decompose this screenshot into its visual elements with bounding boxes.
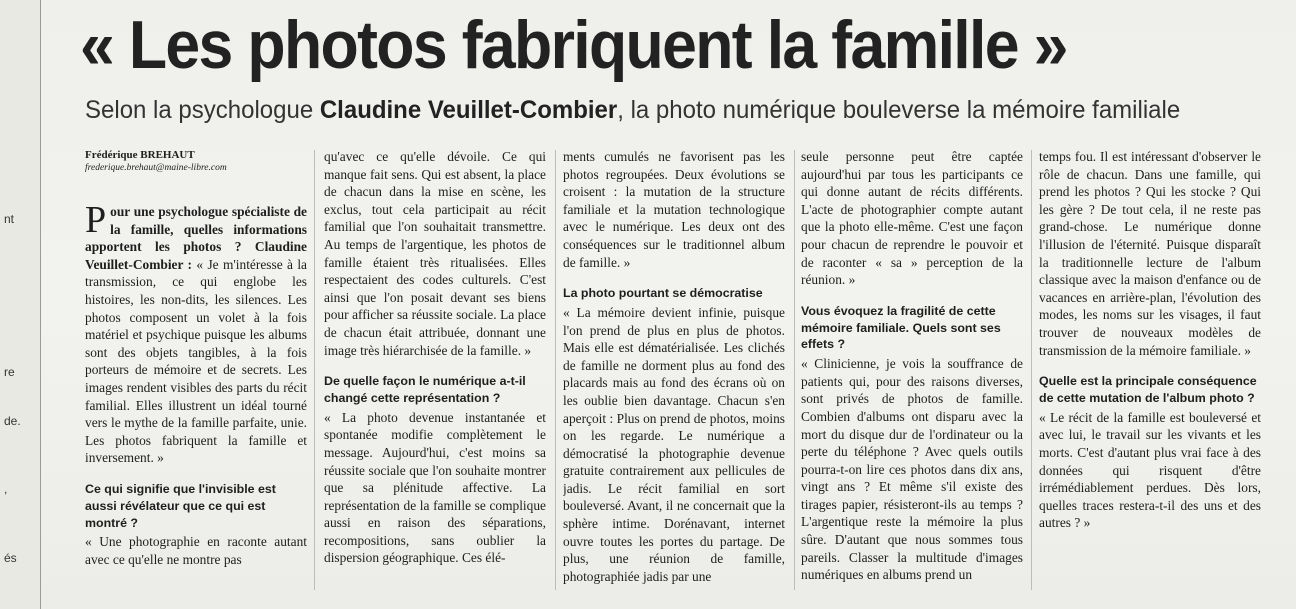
article-column-5 [1039, 148, 1261, 600]
article-column-2 [324, 148, 546, 600]
column-divider [314, 150, 315, 590]
interviewee-name: Claudine Veuillet-Combier : [85, 239, 307, 272]
edge-fragment: , [4, 482, 8, 496]
answer-text: seule personne peut être captée aujourd'hui par tous les participants ce qui donne autant de récits différents. L'acte de photographier compte autant que la photo elle-même. C'est une façon pour chacun de reprendre le pouvoir et de raconter « sa » perception de la réunion. » [801, 149, 1023, 288]
intro-question: our une psychologue spécialiste de la famille, quelles informations apportent les photos ? [85, 204, 307, 255]
answer-text: « Le récit de la famille est bouleversé et avec lui, le travail sur les vivants et les morts. C'est d'autant plus vrai face à des données qui risquent d'être irrémédiablement perdues. Dès lors, quelles traces restera-t-il des uns et des autres ? » [1039, 409, 1261, 531]
article-column-3 [563, 148, 785, 600]
subhead-text: Selon la psychologue [85, 96, 320, 124]
answer-text: ments cumulés ne favorisent pas les photos regroupées. Deux évolutions se croisent : la mutation de la structure familiale et la mutation technologique avec le numérique. Les deux ont des conséquences sur le traditionnel album de famille. » [563, 149, 785, 270]
author-email: frederique.brehaut@maine-libre.com [85, 163, 227, 173]
interview-question: Ce qui signifie que l'invisible est aussi révélateur que ce qui est montré ? [85, 481, 276, 530]
intro-paragraph [85, 199, 307, 467]
answer-text: temps fou. Il est intéressant d'observer le rôle de chacun. Dans une famille, qui prend les photos ? Qui les stocke ? Qui les gère ? De tout cela, il ne reste pas grand-chose. Le numérique donne l'illusion de l'éternité. Puisque disparaît la traditionnelle lecture de l'album classique avec la maison d'enfance ou de vacances en arrière-plan, l'évolution des modes, les noms sur les visages, il faut trouver de nouveaux modèles de transmission de la mémoire familiale. » [1039, 149, 1261, 358]
answer-text: « Une photographie en raconte autant avec ce qu'elle ne montre pas [85, 534, 307, 567]
article-headline: « Les photos fabriquent la famille » [80, 7, 1067, 83]
edge-fragment: re [4, 365, 15, 379]
column-divider [1031, 150, 1032, 590]
article-column-1 [85, 148, 307, 600]
column-divider [555, 150, 556, 590]
edge-fragment: nt [4, 212, 15, 226]
subhead-person-name: Claudine Veuillet-Combier [319, 96, 618, 124]
answer-text: « La photo devenue instantanée et spontanée modifie complètement le message. Aujourd'hui, c'est moins sa réussite sociale que l'on souhaite montrer que sa plénitude affective. La représentation de la famille se complique aussi en raison des séparations, recompositions, sans oublier la dispersion géographique. Ces élé- [324, 409, 546, 566]
interview-question: De quelle façon le numérique a-t-il changé cette représentation ? [324, 374, 526, 405]
byline: Frédérique BREHAUT [85, 149, 195, 161]
article-subheadline [85, 96, 1223, 125]
adjacent-column-edge [0, 0, 41, 609]
answer-text: « Clinicienne, je vois la souffrance de patients qui, pour des raisons diverses, sont privés de photos de famille. Combien d'albums ont disparu avec la mort du disque dur de l'ordinateur ou la perte du téléphone ? Avec quels outils pourra-t-on lire ces photos dans dix ans, vingt ans ? Et même s'il existe des tirages papier, résisteront-ils au temps ? L'argentique reste la mémoire la plus sûre. D'autant que nous sommes tous pareils. Classer la multitude d'images numériques en albums prend un [801, 356, 1023, 583]
answer-text: qu'avec ce qu'elle dévoile. Ce qui manque fait sens. Qui est absent, la place de chacun dans la mise en scène, les exclus, tout cela participait au récit familial que l'on souhaitait transmettre. Au temps de l'argentique, les photos de famille étaient très ritualisées. Elles respectaient des codes culturels. C'est ainsi que l'on posait devant ses biens pour afficher sa réussite sociale. La place de chacun était attribuée, donnant une image très hiérarchisée de la famille. » [324, 149, 546, 358]
edge-fragment: és [4, 551, 17, 565]
interview-question: La photo pourtant se démocratise [563, 286, 763, 301]
article-column-4 [801, 148, 1023, 600]
subhead-text: , la photo numérique bouleverse la mémoire familiale [617, 96, 1181, 124]
column-divider [794, 150, 795, 590]
interview-question: Quelle est la principale conséquence de cette mutation de l'album photo ? [1039, 374, 1257, 405]
answer-text: « La mémoire devient infinie, puisque l'on prend de plus en plus de photos. Mais elle est dématérialisée. Les clichés de famille ne dorment plus au fond des placards mais au fond des écrans où on les oublie bien davantage. Chacun s'en aperçoit : Plus on prend de photos, moins on les regarde. Le numérique a démocratisé la photographie devenue gratuite contrairement aux pellicules de jadis. Le récit familial en sort bouleversé. Avant, il ne concernait que la sphère intime. Dorénavant, internet ouvre toutes les portes du partage. De plus, une réunion de famille, photographiée jadis par une [563, 304, 785, 584]
edge-fragment: de. [4, 414, 21, 428]
answer-text: « Je m'intéresse à la transmission, ce qui englobe les histoires, les non-dits, les silences. Les photos composent un volet à la fois matériel et psychique puisque les albums sont des objets tangibles, à la fois porteurs de mémoire et de secrets. Les images rendent visibles des parts du récit familial. Elles illustrent un idéal tourné vers le mythe de la famille parfaite, unie. Les photos fabriquent la famille et inversement. » [85, 256, 307, 466]
drop-cap: P [85, 199, 107, 241]
interview-question: Vous évoquez la fragilité de cette mémoire familiale. Quels sont ses effets ? [801, 303, 1001, 352]
